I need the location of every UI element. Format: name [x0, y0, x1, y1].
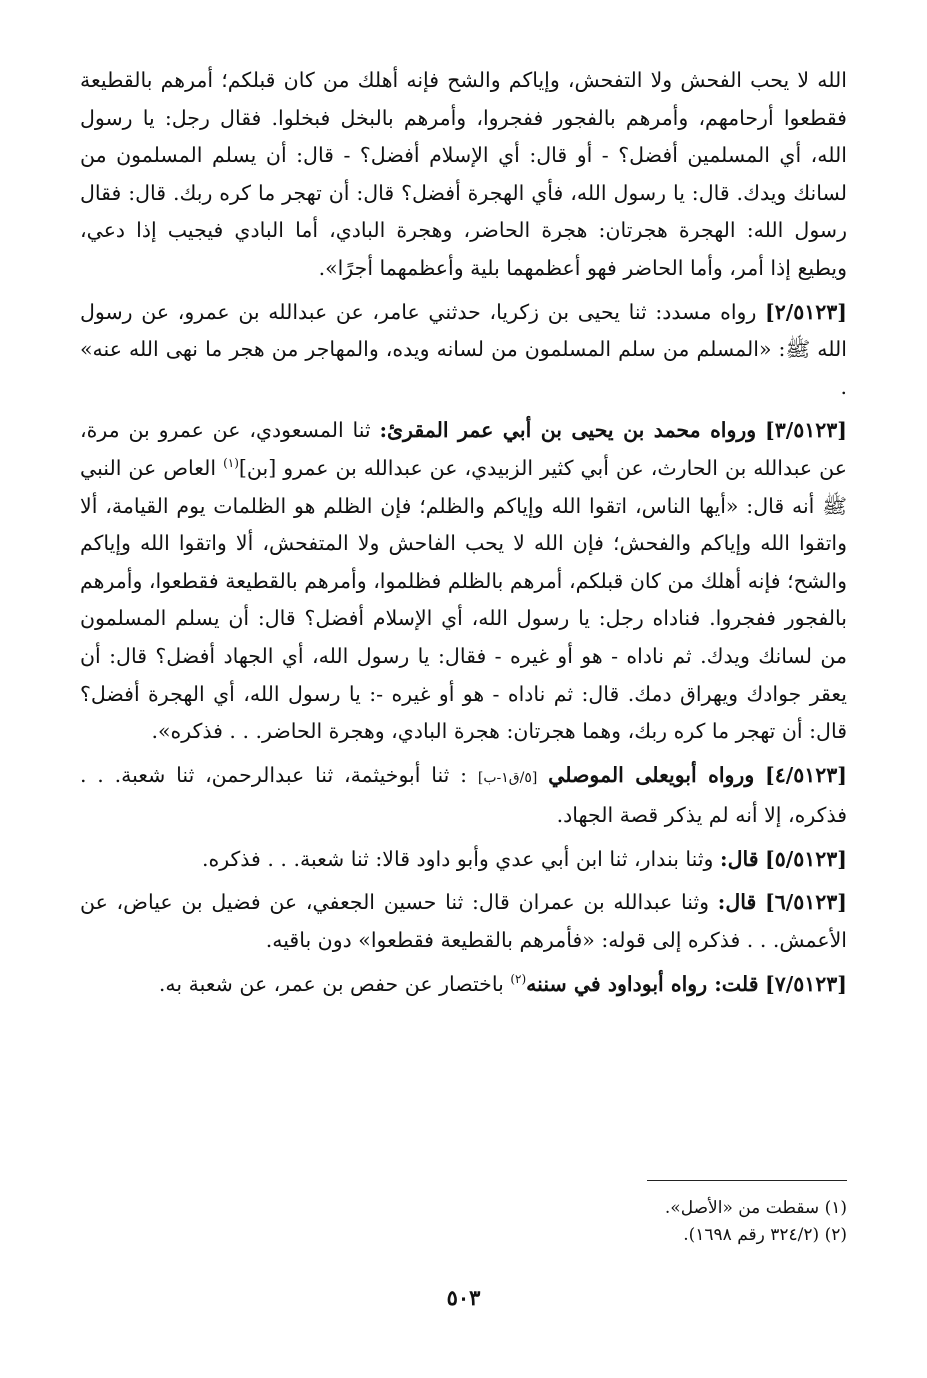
- paragraph-5123-5: [80, 841, 847, 879]
- footnote-2: (٢) (٣٢٤/٢ رقم ١٦٩٨).: [683, 1225, 847, 1245]
- paragraph-text: وثنا عبدالله بن عمران قال: ثنا حسين الجعفي، عن فضيل بن عياض، عن الأعمش. . . فذكره إلى قوله: «فأمرهم بالقطيعة فقطعوا» دون باقيه.: [80, 890, 847, 953]
- reference-number: [٣/٥١٢٣]: [765, 418, 847, 443]
- narrator-lead: قال:: [720, 846, 759, 871]
- footnote-marker-2: (٢): [510, 971, 527, 986]
- paragraph-5123-7: [80, 966, 847, 1004]
- manuscript-note: [٥/ق١-ب]: [477, 769, 538, 786]
- reference-number: [٥/٥١٢٣]: [765, 846, 847, 871]
- paragraph-5123-4: [80, 757, 847, 835]
- narrator-lead: ورواه محمد بن يحيى بن أبي عمر المقرئ:: [379, 418, 757, 443]
- reference-number: [٧/٥١٢٣]: [765, 971, 847, 996]
- paragraph-continuation: [80, 62, 847, 288]
- reference-number: [٤/٥١٢٣]: [765, 762, 847, 787]
- paragraph-text: وثنا بندار، ثنا ابن أبي عدي وأبو داود قالا: ثنا شعبة. . . فذكره.: [201, 846, 714, 871]
- paragraph-text-a: ثنا المسعودي، عن عمرو بن مرة، عن عبدالله بن الحارث، عن أبي كثير الزبيدي، عن عبدالله بن عمرو [بن]: [80, 418, 847, 480]
- main-text: [80, 62, 847, 1009]
- narrator-lead: ورواه أبويعلى الموصلي: [548, 762, 755, 787]
- page-number: ٥٠٣: [446, 1285, 481, 1310]
- paragraph-text: الله لا يحب الفحش ولا التفحش، وإياكم والشح فإنه أهلك من كان قبلكم؛ أمرهم بالقطيعة فقطعوا أرحامهم، وأمرهم بالفجور ففجروا، وأمرهم بالبخل فبخلوا. فقال رجل: يا رسول الله، أي المسلمين أفضل؟ - أو قال: أي الإسلام أفضل؟ - قال: أن يسلم المسلمون من لسانك ويدك. قال: يا رسول الله، فأي الهجرة أفضل؟ قال: أن تهجر ما كره ربك. قال: فقال رسول الله: الهجرة هجرتان: هجرة الحاضر، وهجرة البادي، أما البادي فيجيب إذا دعي، ويطيع إذا أمر، وأما الحاضر فهو أعظمهما بلية وأعظمهما أجرًا».: [80, 68, 847, 280]
- footnotes: [80, 1180, 847, 1249]
- reference-number: [٢/٥١٢٣]: [765, 299, 847, 324]
- reference-number: [٦/٥١٢٣]: [765, 890, 847, 915]
- paragraph-text-b: العاص عن النبي ﷺ أنه قال: «أيها الناس، اتقوا الله وإياكم والظلم؛ فإن الظلم هو الظلمات يوم القيامة، ألا واتقوا الله وإياكم والفحش؛ فإن الله لا يحب الفاحش ولا المتفحش، ألا واتقوا الله وإياكم والشح؛ فإنه أهلك من كان قبلكم، أمرهم بالظلم فظلموا، وأمرهم بالقطيعة فقطعوا، وأمرهم بالفجور ففجروا. فناداه رجل: يا رسول الله، أي الإسلام أفضل؟ قال: أن يسلم المسلمون من لسانك ويدك. ثم ناداه - هو أو غيره - فقال: يا رسول الله، أي الجهاد أفضل؟ قال: أن يعقر جوادك ويهراق دمك. قال: ثم ناداه - هو أو غيره -: يا رسول الله، أي الهجرة أفضل؟ قال: أن تهجر ما كره ربك، وهما هجرتان: هجرة البادي، وهجرة الحاضر. . . فذكره».: [80, 455, 847, 744]
- paragraph-5123-2: [80, 294, 847, 407]
- paragraph-text: : ثنا أبوخيثمة، ثنا عبدالرحمن، ثنا شعبة. . . فذكره، إلا أنه لم يذكر قصة الجهاد.: [80, 762, 847, 828]
- footnote-divider: [647, 1180, 847, 1181]
- footnote-marker-1: (١): [223, 456, 239, 471]
- paragraph-5123-6: [80, 884, 847, 959]
- paragraph-text: باختصار عن حفص بن عمر، عن شعبة به.: [158, 971, 504, 996]
- paragraph-text: رواه مسدد: ثنا يحيى بن زكريا، حدثني عامر، عن عبدالله بن عمرو، عن رسول الله ﷺ: «المسلم من سلم المسلمون من لسانه ويده، والمهاجر من هجر ما نهى الله عنه» .: [80, 299, 847, 399]
- paragraph-5123-3: [80, 412, 847, 750]
- narrator-lead: قال:: [717, 890, 757, 915]
- footnote-1: (١) سقطت من «الأصل».: [664, 1198, 847, 1218]
- narrator-lead: قلت: رواه أبوداود في سننه: [526, 971, 759, 996]
